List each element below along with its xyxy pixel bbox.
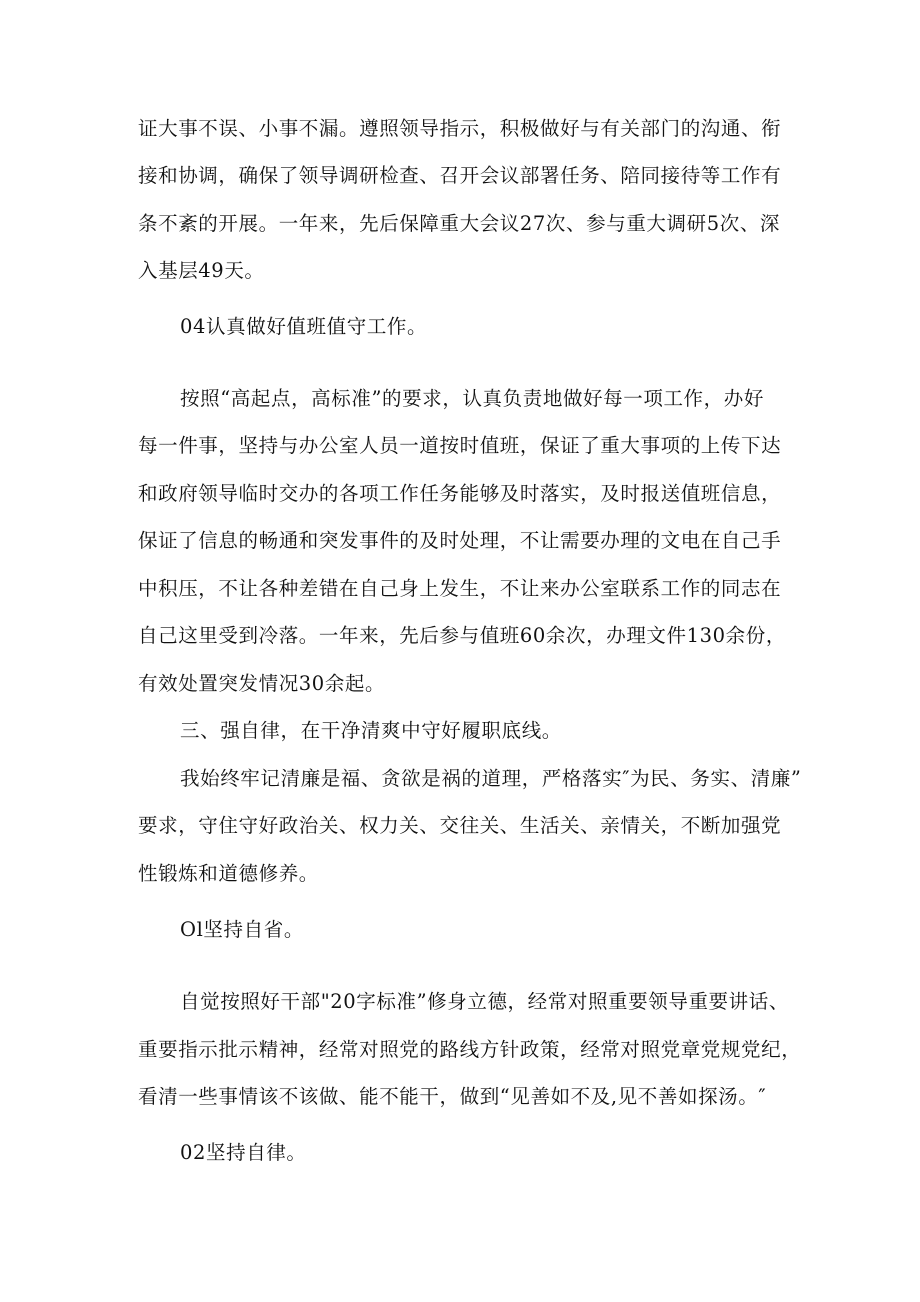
section-heading: 三、强自律，在干净清爽中守好履职底线。 — [180, 719, 562, 742]
section-heading: 02坚持自律。 — [180, 1141, 307, 1164]
paragraph-line: 我始终牢记清廉是福、贪欲是祸的道理，严格落实″为民、务实、清廉” — [180, 767, 802, 790]
paragraph-line: 证大事不误、小事不漏。遵照领导指示，积极做好与有关部门的沟通、衔 — [138, 117, 782, 140]
paragraph-line: 看清一些事情该不该做、能不能干，做到“见善如不及,见不善如探汤。″ — [138, 1085, 767, 1108]
paragraph-line: 重要指示批示精神，经常对照党的路线方针政策，经常对照党章党规党纪， — [138, 1038, 802, 1061]
section-heading: Ol坚持自省。 — [180, 918, 304, 941]
paragraph-line: 接和协调，确保了领导调研检查、召开会议部署任务、陪同接待等工作有 — [138, 164, 782, 187]
paragraph-line: 条不紊的开展。一年来，先后保障重大会议27次、参与重大调研5次、深 — [138, 212, 781, 235]
paragraph-line: 入基层49天。 — [138, 259, 265, 282]
section-heading: 04认真做好值班值守工作。 — [180, 315, 428, 338]
paragraph-line: 有效处置突发情况30余起。 — [138, 672, 386, 695]
paragraph-line: 性锻炼和道德修养。 — [138, 862, 319, 885]
paragraph-line: 要求，守住守好政治关、权力关、交往关、生活关、亲情关，不断加强党 — [138, 814, 782, 837]
paragraph-line: 中积压，不让各种差错在自己身上发生，不让来办公室联系工作的同志在 — [138, 577, 782, 600]
paragraph-line: 每一件事，坚持与办公室人员一道按时值班，保证了重大事项的上传下达 — [138, 434, 782, 457]
paragraph-line: 自己这里受到冷落。一年来，先后参与值班60余次，办理文件130余份， — [138, 624, 786, 647]
paragraph-line: 自觉按照好干部"20字标准”修身立德，经常对照重要领导重要讲话、 — [180, 990, 789, 1013]
paragraph-line: 保证了信息的畅通和突发事件的及时处理，不让需要办理的文电在自己手 — [138, 529, 782, 552]
paragraph-line: 和政府领导临时交办的各项工作任务能够及时落实，及时报送值班信息， — [138, 482, 782, 505]
paragraph-line: 按照“高起点，高标准”的要求，认真负责地做好每一项工作，办好 — [180, 387, 764, 410]
